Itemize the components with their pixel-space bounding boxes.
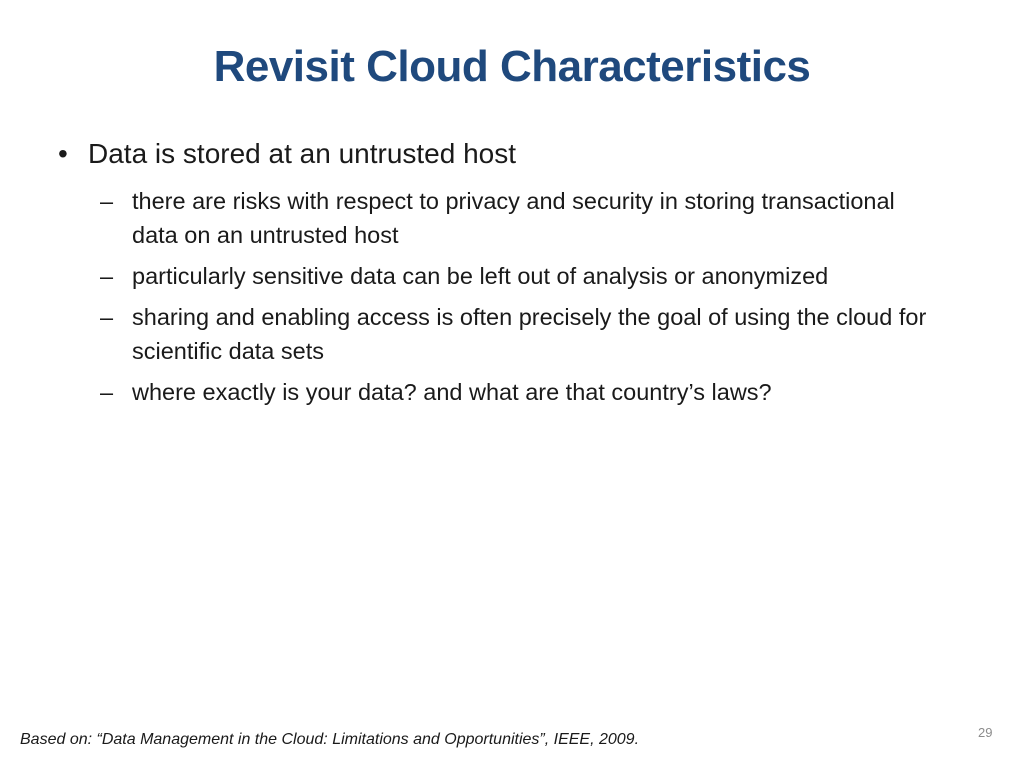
- sub-bullet-text: particularly sensitive data can be left out of analysis or anonymized: [132, 263, 829, 289]
- sub-bullet-text: sharing and enabling access is often precisely the goal of using the cloud for scientific data sets: [132, 304, 927, 364]
- page-number: 29: [978, 725, 993, 740]
- sub-bullet-text: where exactly is your data? and what are that country’s laws?: [132, 379, 772, 405]
- sub-bullet-item: [100, 184, 930, 252]
- sub-bullet-item: [100, 375, 930, 409]
- sub-bullet-item: [100, 259, 930, 293]
- slide-title: Revisit Cloud Characteristics: [213, 42, 811, 91]
- dash-marker: –: [100, 379, 114, 405]
- dash-marker: –: [100, 304, 114, 330]
- bullet-marker: •: [58, 138, 68, 169]
- sub-bullet-list: [100, 184, 930, 416]
- sub-bullet-text: there are risks with respect to privacy and security in storing transactional data on an untrusted host: [132, 188, 895, 248]
- dash-marker: –: [100, 263, 114, 289]
- dash-marker: –: [100, 188, 114, 214]
- sub-bullet-item: [100, 300, 930, 368]
- source-citation: Based on: “Data Management in the Cloud: Limitations and Opportunities”, IEEE, 2009.: [20, 731, 640, 748]
- main-bullet-text: Data is stored at an untrusted host: [88, 138, 517, 169]
